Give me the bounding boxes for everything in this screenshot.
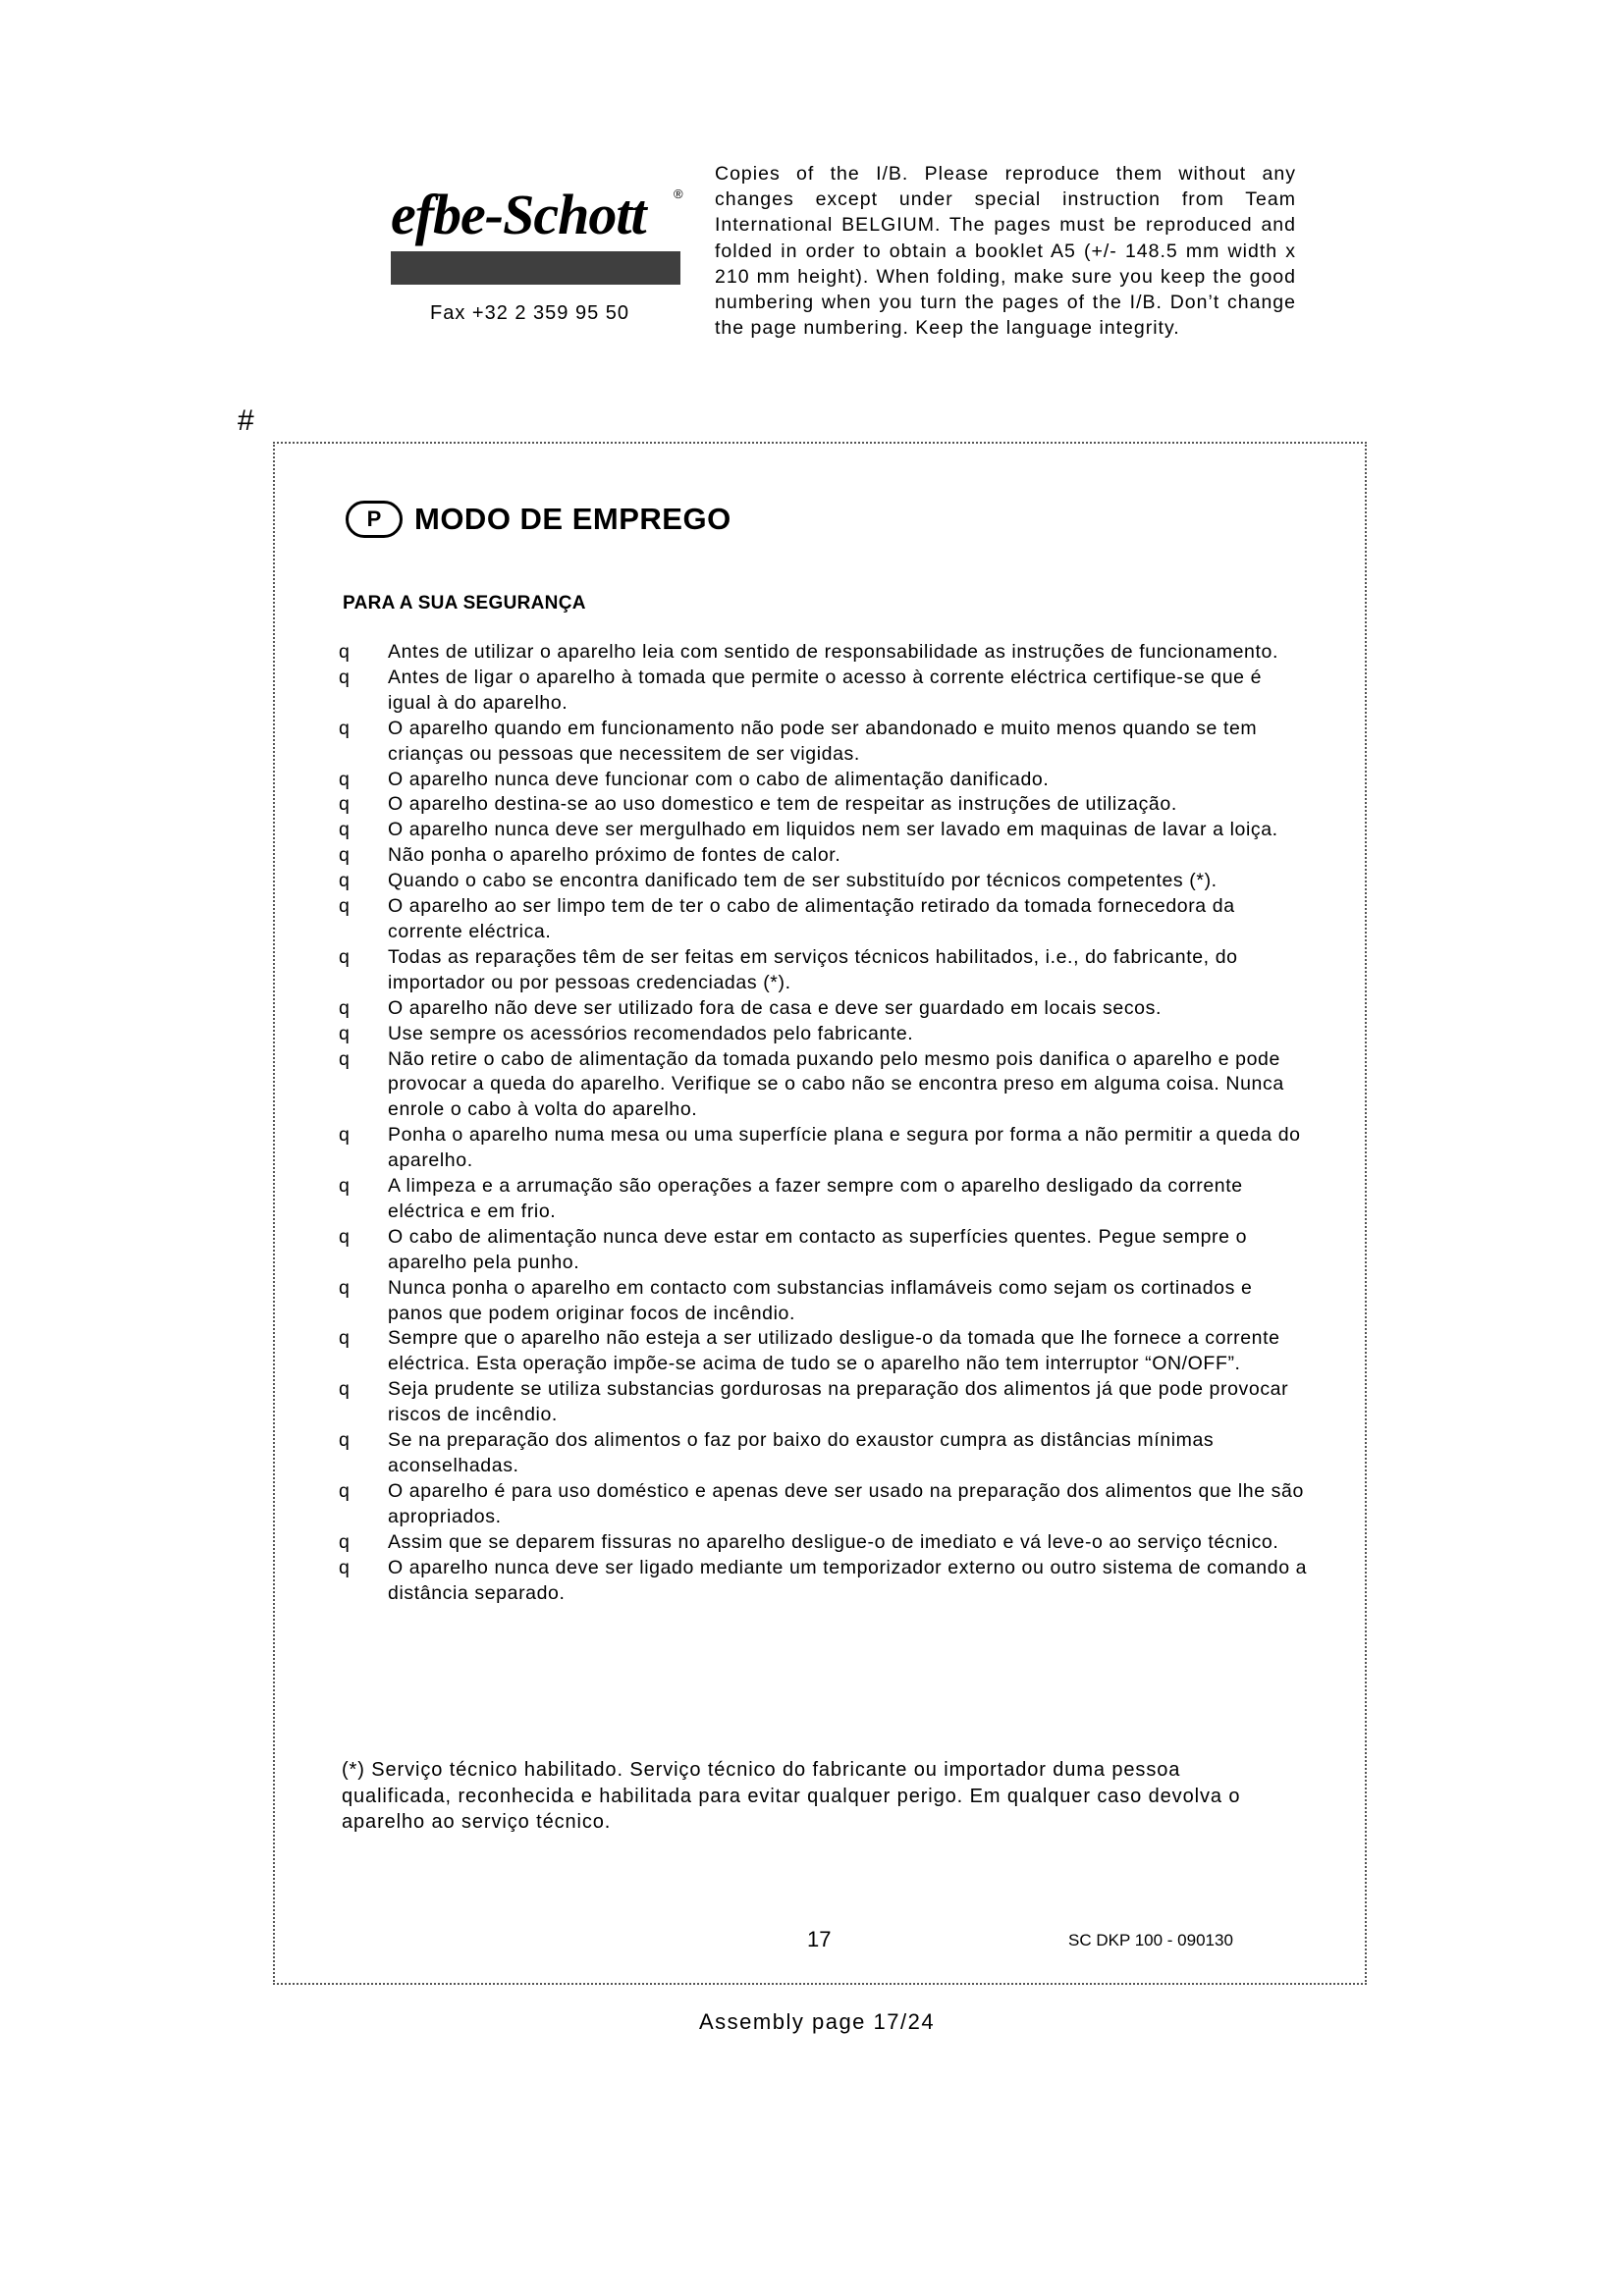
list-item-text: A limpeza e a arrumação são operações a fazer sempre com o aparelho desligado da corrente eléctrica e em frio.	[388, 1175, 1243, 1222]
safety-heading: PARA A SUA SEGURANÇA	[343, 593, 586, 614]
registered-mark: ®	[674, 187, 683, 201]
list-item	[339, 1428, 1311, 1479]
list-item-text: O aparelho quando em funcionamento não pode ser abandonado e muito menos quando se tem crianças ou pessoas que necessitem de ser vigidas.	[388, 717, 1258, 765]
safety-list	[339, 640, 1311, 1606]
assembly-page-label: Assembly page 17/24	[699, 2009, 936, 2034]
logo-bar	[391, 251, 680, 285]
list-item	[339, 843, 1311, 869]
list-item-text: O aparelho é para uso doméstico e apenas deve ser usado na preparação dos alimentos que lhe são apropriados.	[388, 1479, 1304, 1527]
section-header	[346, 499, 731, 540]
list-item	[339, 1225, 1311, 1276]
bullet-marker: q	[339, 945, 351, 968]
section-title: MODO DE EMPREGO	[414, 502, 731, 536]
list-item-text: Se na preparação dos alimentos o faz por baixo do exaustor cumpra as distâncias mínimas aconselhadas.	[388, 1429, 1215, 1476]
list-item-text: Seja prudente se utiliza substancias gordurosas na preparação dos alimentos já que pode provocar riscos de incêndio.	[388, 1378, 1289, 1426]
bullet-marker: q	[339, 1124, 351, 1147]
list-item-text: Antes de utilizar o aparelho leia com sentido de responsabilidade as instruções de funcionamento.	[388, 641, 1278, 663]
list-item-text: Sempre que o aparelho não esteja a ser utilizado desligue-o da tomada que lhe fornece a corrente eléctrica. Esta operação impõe-se acima de tudo se o aparelho não tem interruptor “ON/OFF”.	[388, 1327, 1280, 1375]
logo-wordmark: efbe-Schott	[391, 183, 646, 246]
list-item-text: O aparelho nunca deve ser mergulhado em liquidos nem ser lavado em maquinas de lavar a loiça.	[388, 819, 1278, 841]
list-item	[339, 768, 1311, 793]
bullet-marker: q	[339, 1175, 351, 1198]
bullet-marker: q	[339, 666, 351, 688]
list-item	[339, 1047, 1311, 1124]
list-item	[339, 792, 1311, 818]
bullet-marker: q	[339, 1276, 351, 1299]
list-item-text: Use sempre os acessórios recomendados pelo fabricante.	[388, 1022, 914, 1044]
list-item	[339, 1530, 1311, 1556]
bullet-marker: q	[339, 1378, 351, 1401]
bullet-marker: q	[339, 793, 351, 816]
brand-logo	[391, 183, 683, 285]
fax-number: Fax +32 2 359 95 50	[430, 302, 630, 324]
bullet-marker: q	[339, 996, 351, 1019]
list-item	[339, 1556, 1311, 1607]
bullet-marker: q	[339, 870, 351, 892]
list-item	[339, 1377, 1311, 1428]
list-item	[339, 1174, 1311, 1225]
bullet-marker: q	[339, 768, 351, 790]
list-item	[339, 1479, 1311, 1530]
list-item-text: O aparelho ao ser limpo tem de ter o cabo de alimentação retirado da tomada fornecedora da corrente eléctrica.	[388, 895, 1235, 942]
list-item-text: Nunca ponha o aparelho em contacto com substancias inflamáveis como sejam os cortinados e panos que podem originar focos de incêndio.	[388, 1276, 1253, 1324]
list-item	[339, 894, 1311, 945]
list-item-text: O aparelho nunca deve funcionar com o cabo de alimentação danificado.	[388, 768, 1050, 790]
bullet-marker: q	[339, 1479, 351, 1502]
bullet-marker: q	[339, 1327, 351, 1350]
bullet-marker: q	[339, 819, 351, 841]
list-item-text: O aparelho nunca deve ser ligado mediante um temporizador externo ou outro sistema de comando a distância separado.	[388, 1556, 1308, 1604]
model-code: SC DKP 100 - 090130	[1068, 1931, 1233, 1949]
bullet-marker: q	[339, 1022, 351, 1044]
list-item	[339, 1022, 1311, 1047]
list-item	[339, 818, 1311, 843]
list-item	[339, 945, 1311, 996]
list-item	[339, 640, 1311, 666]
list-item-text: Todas as reparações têm de ser feitas em serviços técnicos habilitados, i.e., do fabricante, do importador ou por pessoas credenciadas (*).	[388, 945, 1238, 993]
page-number: 17	[807, 1927, 832, 1951]
bullet-marker: q	[339, 895, 351, 918]
list-item	[339, 717, 1311, 768]
list-item-text: Não retire o cabo de alimentação da tomada puxando pelo mesmo pois danifica o aparelho e pode provocar a queda do aparelho. Verifique se o cabo não se encontra preso em alguma coisa. Nunca enrole o cabo à volta do aparelho.	[388, 1047, 1284, 1121]
bullet-marker: q	[339, 1225, 351, 1248]
list-item	[339, 996, 1311, 1022]
bullet-marker: q	[339, 844, 351, 867]
list-item-text: Antes de ligar o aparelho à tomada que permite o acesso à corrente eléctrica certifique-se que é igual à do aparelho.	[388, 666, 1263, 714]
language-badge: P	[346, 501, 403, 538]
list-item-text: Assim que se deparem fissuras no aparelho desligue-o de imediato e vá leve-o ao serviço técnico.	[388, 1530, 1279, 1553]
list-item-text: Não ponha o aparelho próximo de fontes de calor.	[388, 844, 841, 867]
list-item	[339, 666, 1311, 717]
bullet-marker: q	[339, 641, 351, 663]
list-item	[339, 869, 1311, 894]
reproduction-instructions: Copies of the I/B. Please reproduce them without any changes except under special instruction from Team International BELGIUM. The pages must be reproduced and folded in order to obtain a booklet A5 (+/- 148.5 mm width x 210 mm height). When folding, make sure you keep the good numbering when you turn the pages of the I/B. Don’t change the page numbering. Keep the language integrity.	[715, 163, 1296, 340]
bullet-marker: q	[339, 1556, 351, 1578]
page-marker: #	[238, 404, 254, 437]
bullet-marker: q	[339, 1047, 351, 1070]
list-item	[339, 1326, 1311, 1377]
bullet-marker: q	[339, 1429, 351, 1452]
bullet-marker: q	[339, 717, 351, 739]
list-item-text: O aparelho não deve ser utilizado fora de casa e deve ser guardado em locais secos.	[388, 996, 1162, 1019]
list-item-text: Quando o cabo se encontra danificado tem de ser substituído por técnicos competentes (*).	[388, 870, 1218, 892]
list-item-text: Ponha o aparelho numa mesa ou uma superfície plana e segura por forma a não permitir a queda do aparelho.	[388, 1124, 1301, 1172]
list-item	[339, 1276, 1311, 1327]
list-item-text: O aparelho destina-se ao uso domestico e tem de respeitar as instruções de utilização.	[388, 793, 1177, 816]
footnote: (*) Serviço técnico habilitado. Serviço técnico do fabricante ou importador duma pessoa qualificada, reconhecida e habilitada para evitar qualquer perigo. Em qualquer caso devolva o aparelho ao serviço técnico.	[342, 1759, 1241, 1833]
bullet-marker: q	[339, 1530, 351, 1553]
list-item	[339, 1123, 1311, 1174]
list-item-text: O cabo de alimentação nunca deve estar em contacto as superfícies quentes. Pegue sempre o aparelho pela punho.	[388, 1225, 1248, 1273]
